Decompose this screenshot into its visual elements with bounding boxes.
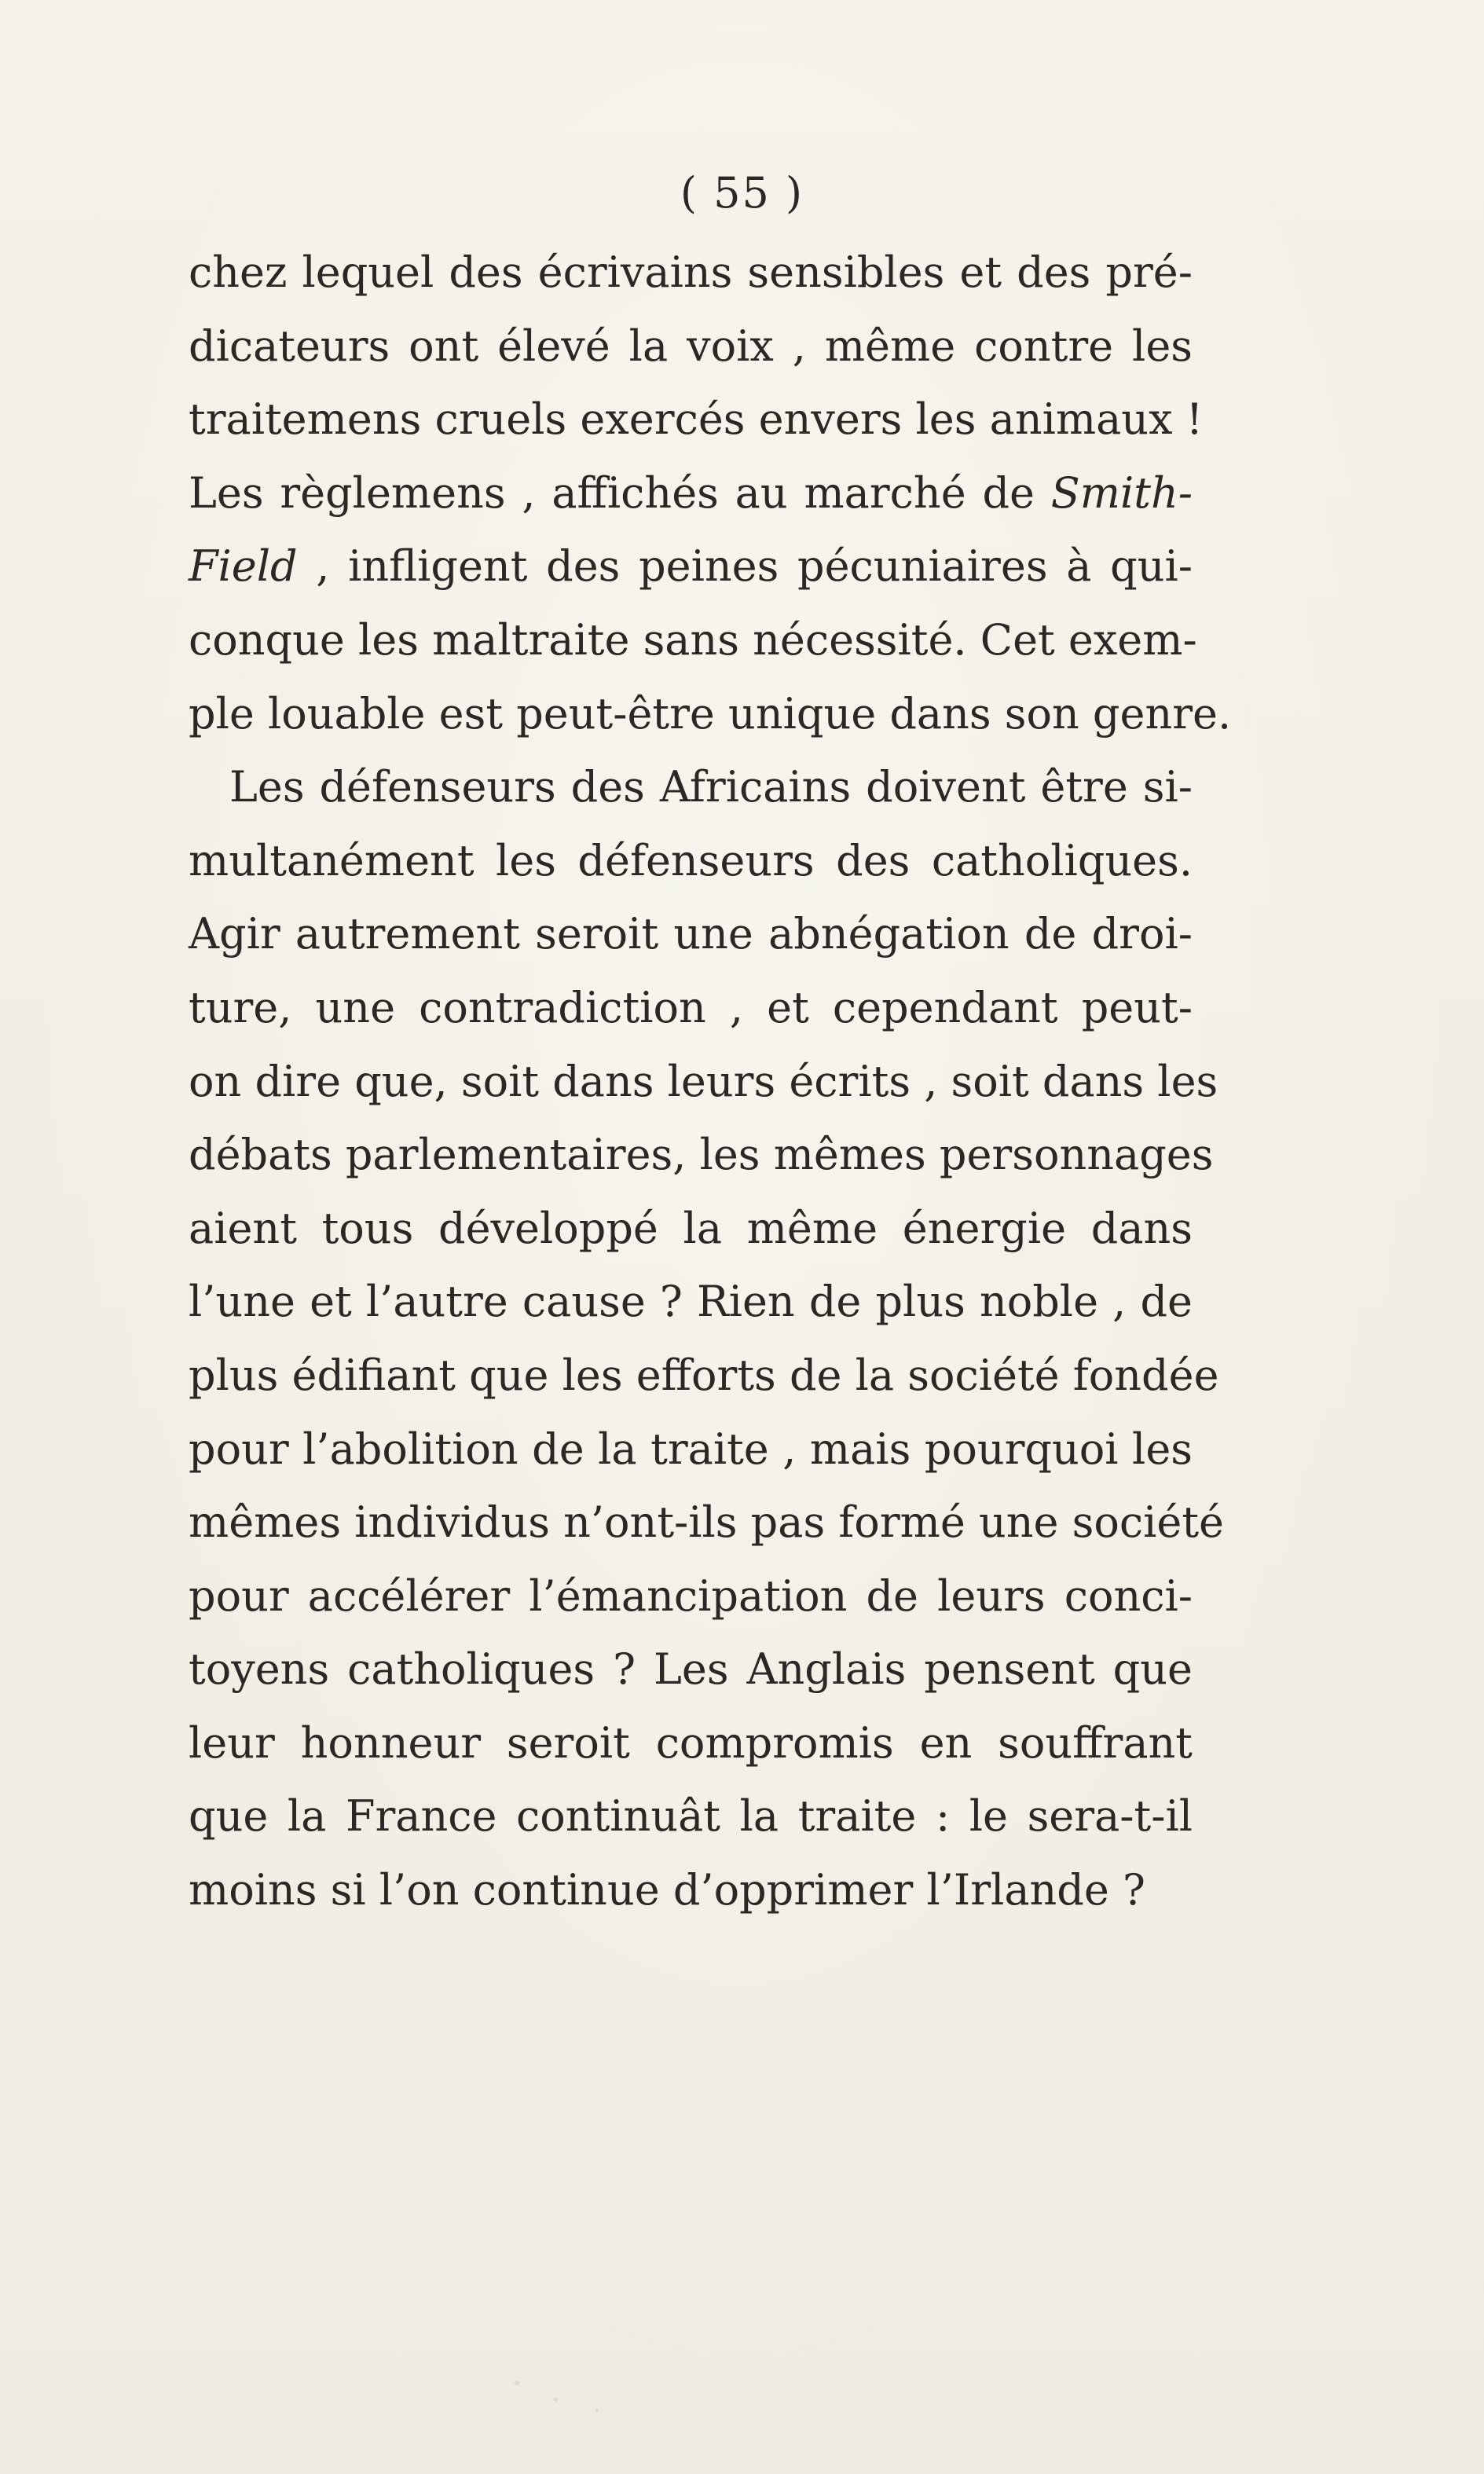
page-number: ( 55 ) <box>680 168 804 218</box>
text-line: on dire que, soit dans leurs écrits , soit dans les <box>189 1056 1218 1106</box>
italic-place-name: Smith- <box>1050 467 1193 518</box>
text-fragment: Les règlemens , affichés au marché de <box>189 467 1051 518</box>
ink-speck <box>554 2398 558 2402</box>
text-line: toyens catholiques ? Les Anglais pensent que <box>189 1644 1193 1695</box>
text-line: mêmes individus n’ont-ils pas formé une société <box>189 1497 1224 1548</box>
text-line: ture, une contradiction , et cependant peut- <box>189 982 1193 1032</box>
text-fragment: , infligent des peines pécuniaires à qui- <box>297 541 1193 592</box>
text-line: Agir autrement seroit une abnégation de droi- <box>189 909 1193 959</box>
text-line: multanément les défenseurs des catholiques. <box>189 835 1193 885</box>
text-line: chez lequel des écrivains sensibles et des pré- <box>189 247 1193 297</box>
text-line-with-italic <box>189 456 1193 530</box>
text-line: moins si l’on continue d’opprimer l’Irlande ? <box>189 1865 1145 1915</box>
text-line: leur honneur seroit compromis en souffrant <box>189 1717 1193 1768</box>
paragraph-start-line: Les défenseurs des Africains doivent être si- <box>229 762 1193 812</box>
text-line: ple louable est peut-être unique dans son genre. <box>189 688 1232 739</box>
ink-speck <box>595 2409 599 2412</box>
text-line: l’une et l’autre cause ? Rien de plus noble , de <box>189 1277 1193 1327</box>
ink-speck <box>515 2381 519 2385</box>
text-line: pour l’abolition de la traite , mais pourquoi les <box>189 1424 1193 1474</box>
text-line: débats parlementaires, les mêmes personnages <box>189 1130 1214 1180</box>
text-line: aient tous développé la même énergie dans <box>189 1203 1193 1253</box>
text-line: conque les maltraite sans nécessité. Cet exem- <box>189 614 1197 665</box>
text-line: pour accélérer l’émancipation de leurs conci- <box>189 1571 1193 1621</box>
text-line: traitemens cruels exercés envers les animaux ! <box>189 394 1204 445</box>
text-line-with-italic <box>189 530 1193 603</box>
text-line: dicateurs ont élevé la voix , même contre les <box>189 321 1193 371</box>
italic-place-name: Field <box>189 541 298 592</box>
text-line: que la France continuât la traite : le sera-t-il <box>189 1791 1193 1842</box>
body-text <box>189 236 1232 1927</box>
text-line: plus édifiant que les efforts de la société fondée <box>189 1350 1219 1400</box>
